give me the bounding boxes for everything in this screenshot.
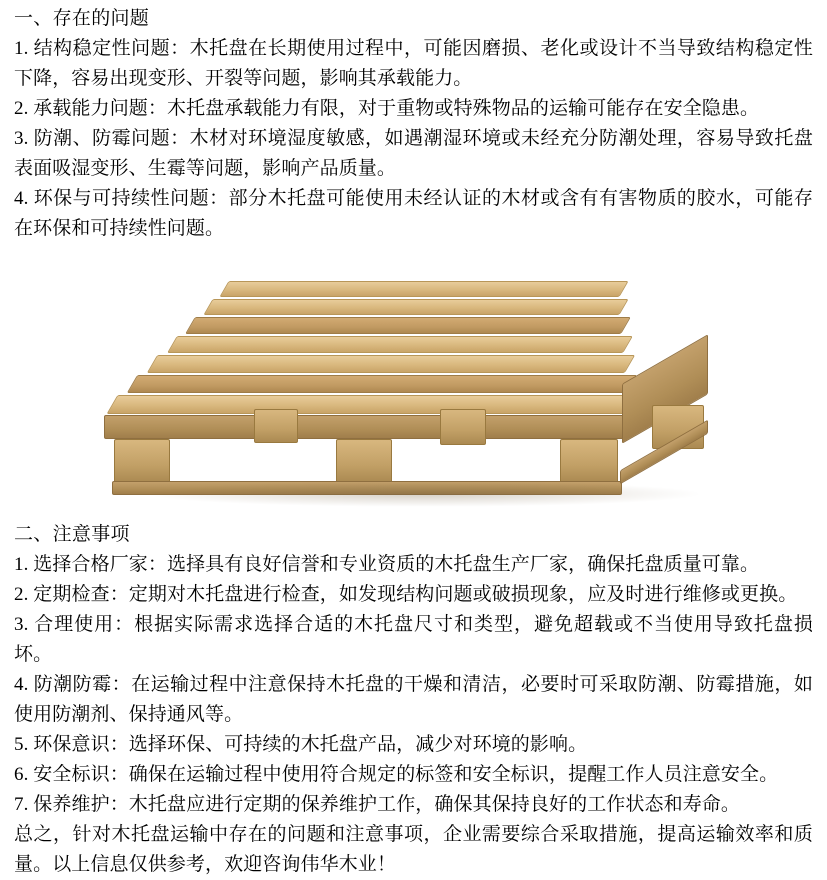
- pallet-shadow: [144, 481, 704, 507]
- wooden-pallet-photo: [14, 254, 813, 514]
- paragraph: 3. 合理使用：根据实际需求选择合适的木托盘尺寸和类型，避免超载或不当使用导致托盘损坏。: [14, 614, 813, 665]
- paragraph: 2. 承载能力问题：木托盘承载能力有限，对于重物或特殊物品的运输可能存在安全隐患。: [14, 98, 760, 119]
- section-heading-notes: 二、注意事项: [14, 524, 130, 545]
- paragraph: 4. 环保与可持续性问题：部分木托盘可能使用未经认证的木材或含有有害物质的胶水，可能存在环保和可持续性问题。: [14, 188, 813, 239]
- pallet-graphic: [104, 259, 724, 509]
- paragraph: 6. 安全标识：确保在运输过程中使用符合规定的标签和安全标识，提醒工作人员注意安全。: [14, 764, 779, 785]
- paragraph: 4. 防潮防霉：在运输过程中注意保持木托盘的干燥和清洁，必要时可采取防潮、防霉措施，如使用防潮剂、保持通风等。: [14, 674, 813, 725]
- paragraph: 总之，针对木托盘运输中存在的问题和注意事项，企业需要综合采取措施，提高运输效率和质量。以上信息仅供参考，欢迎咨询伟华木业！: [14, 824, 813, 875]
- paragraph: 1. 选择合格厂家：选择具有良好信誉和专业资质的木托盘生产厂家，确保托盘质量可靠。: [14, 554, 760, 575]
- paragraph: 7. 保养维护：木托盘应进行定期的保养维护工作，确保其保持良好的工作状态和寿命。: [14, 794, 741, 815]
- paragraph: 3. 防潮、防霉问题：木材对环境湿度敏感，如遇潮湿环境或未经充分防潮处理，容易导致托盘表面吸湿变形、生霉等问题，影响产品质量。: [14, 128, 813, 179]
- pallet-illustration: [104, 259, 724, 509]
- section-problems: [14, 4, 813, 244]
- paragraph: 2. 定期检查：定期对木托盘进行检查，如发现结构问题或破损现象，应及时进行维修或更换。: [14, 584, 798, 605]
- paragraph: 5. 环保意识：选择环保、可持续的木托盘产品，减少对环境的影响。: [14, 734, 588, 755]
- section-notes: [14, 520, 813, 880]
- paragraph: 1. 结构稳定性问题：木托盘在长期使用过程中，可能因磨损、老化或设计不当导致结构稳定性下降，容易出现变形、开裂等问题，影响其承载能力。: [14, 38, 813, 89]
- section-heading-problems: 一、存在的问题: [14, 8, 150, 29]
